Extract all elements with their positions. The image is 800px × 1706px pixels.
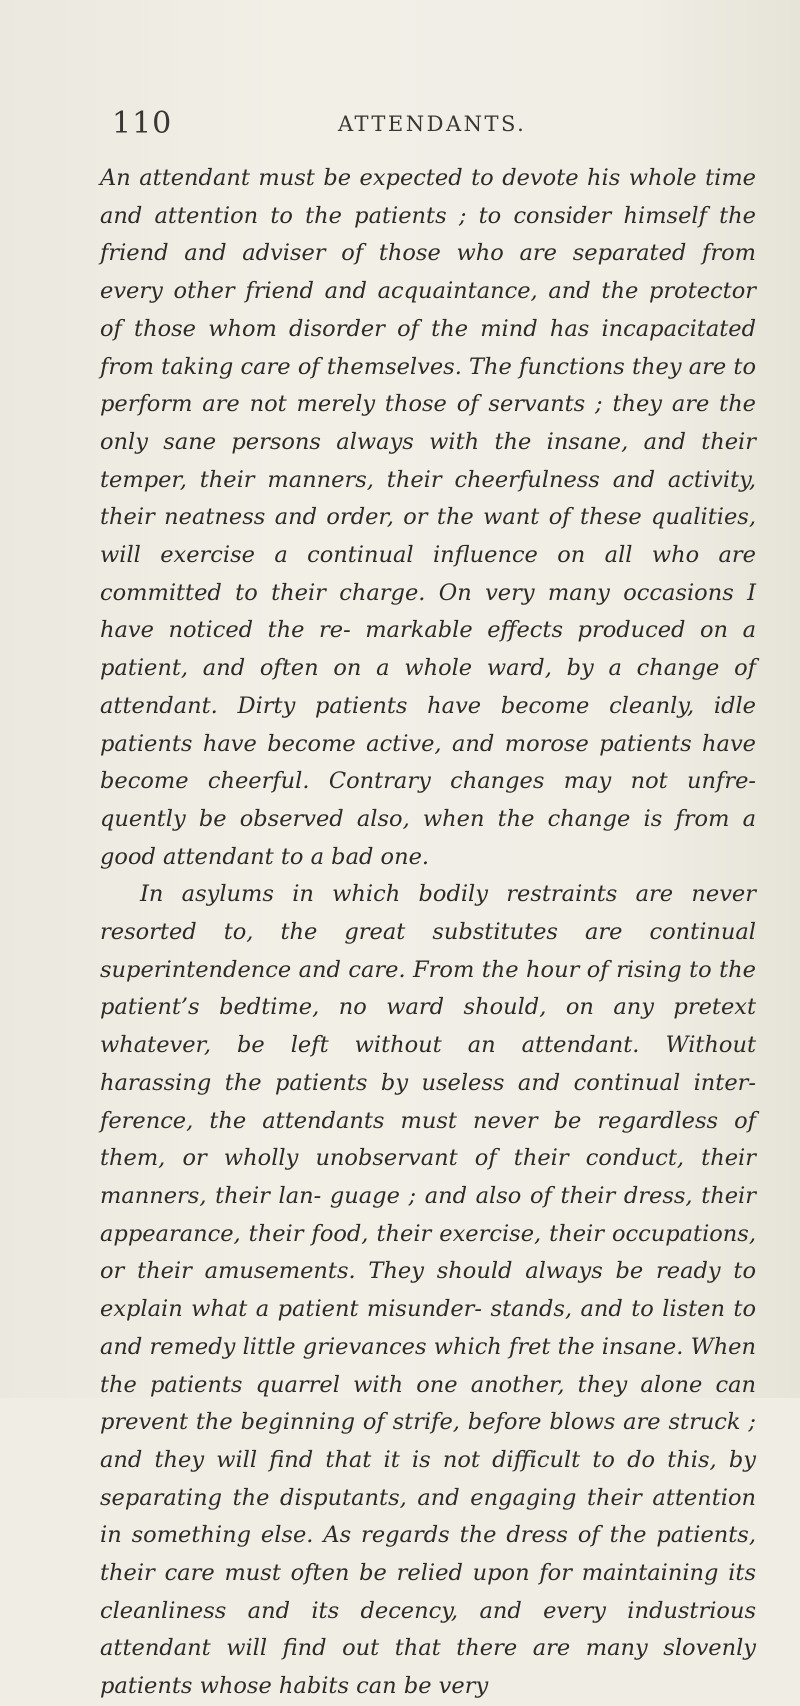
page-header bbox=[112, 106, 752, 140]
page-number: 110 bbox=[112, 106, 173, 141]
body-text bbox=[100, 160, 756, 1706]
paragraph-1: An attendant must be expected to devote his whole time and attention to the patients ; to consider himself the friend and adviser of those who are separated from every other friend and acquaintance, and the protector of those whom disorder of the mind has incapacitated from taking care of themselves. The functions they are to perform are not merely those of servants ; they are the only sane persons always with the insane, and their temper, their manners, their cheerfulness and activity, their neatness and order, or the want of these qualities, will exercise a continual influence on all who are committed to their charge. On very many occasions I have noticed the re- markable effects produced on a patient, and often on a whole ward, by a change of attendant. Dirty patients have become cleanly, idle patients have become active, and morose patients have become cheerful. Contrary changes may not unfre- quently be observed also, when the change is from a good attendant to a bad one. bbox=[100, 165, 756, 870]
running-head: ATTENDANTS. bbox=[338, 112, 527, 136]
paragraph-2: In asylums in which bodily restraints are never resorted to, the great substitutes are continual superintendence and care. From the hour of rising to the patient’s bedtime, no ward should, on any pretext whatever, be left without an attendant. Without harassing the patients by useless and continual inter- ference, the attendants must never be regardless of them, or wholly unobservant of their conduct, their manners, their lan- guage ; and also of their dress, their appearance, their food, their exercise, their occupations, or their amusements. They should always be ready to explain what a patient misunder- stands, and to listen to and remedy little grievances which fret the insane. When the patients quarrel with one another, they alone can prevent the beginning of strife, before blows are struck ; and they will find that it is not difficult to do this, by separating the disputants, and engaging their attention in something else. As regards the dress of the patients, their care must often be relied upon for maintaining its cleanliness and its decency, and every industrious attendant will find out that there are many slovenly patients whose habits can be very bbox=[100, 881, 756, 1700]
